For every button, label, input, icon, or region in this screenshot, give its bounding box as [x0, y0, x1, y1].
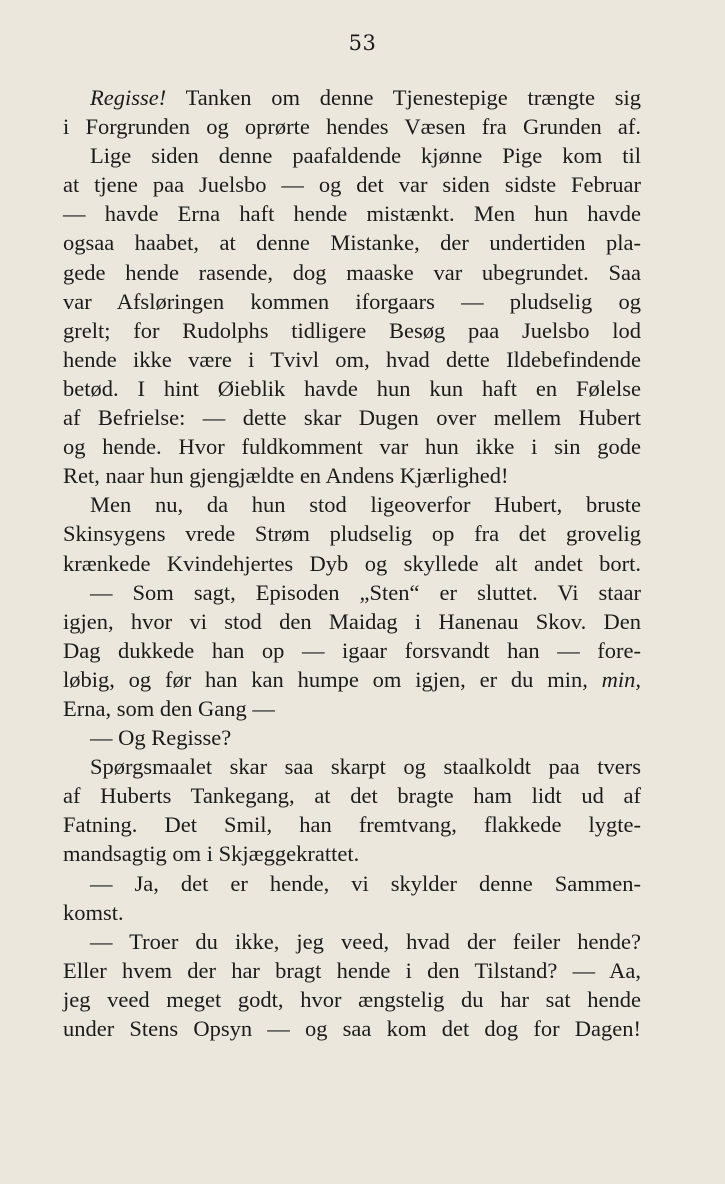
text-line — [63, 1014, 641, 1043]
italic-text: Regisse! — [90, 85, 167, 110]
text-run: grelt; for Rudolphs tidligere Besøg paa Juelsbo lod — [63, 317, 641, 343]
text-line — [63, 810, 641, 839]
text-run: Fatning. Det Smil, han fremtvang, flakkede lygte- — [63, 812, 641, 838]
text-line — [63, 287, 641, 316]
text-run: under Stens Opsyn — og saa kom det dog for Dagen! — [63, 1016, 641, 1041]
text-line — [63, 839, 641, 868]
text-run: betød. I hint Øieblik havde hun kun haft en Følelse — [63, 375, 641, 401]
text-run: mandsagtig om i Skjæggekrattet. — [63, 841, 360, 867]
text-run: var Afsløringen kommen iforgaars — pludselig og — [63, 288, 641, 314]
text-run: af Befrielse: — dette skar Dugen over mellem Hubert — [63, 405, 641, 431]
text-run: løbig, og før han kan humpe om igjen, er du min, — [63, 666, 602, 692]
text-run: hende ikke være i Tvivl om, hvad dette Ildebefindende — [63, 346, 641, 372]
text-run: igjen, hvor vi stod den Maidag i Hanenau Skov. Den — [63, 608, 641, 634]
text-run: krænkede Kvindehjertes Dyb og skyllede alt andet bort. — [63, 550, 641, 576]
text-line — [63, 723, 641, 752]
text-run: — Troer du ikke, jeg veed, hvad der feiler hende? — [90, 928, 641, 954]
text-line — [63, 258, 641, 287]
text-run: Spørgsmaalet skar saa skarpt og staalkoldt paa tvers — [90, 754, 641, 780]
text-run: i Forgrunden og oprørte hendes Væsen fra Grunden af. — [63, 114, 641, 140]
text-line — [63, 170, 641, 199]
text-line — [63, 112, 641, 141]
text-line — [63, 549, 641, 578]
text-run: Dag dukkede han op — igaar forsvandt han — fore- — [63, 637, 641, 663]
text-run: Erna, som den Gang — — [63, 695, 275, 721]
text-run: Tanken om denne Tjenestepige trængte sig — [166, 85, 641, 110]
text-run: ogsaa haabet, at denne Mistanke, der undertiden pla- — [63, 230, 641, 256]
text-line — [63, 607, 641, 636]
page-number: 53 — [348, 31, 377, 55]
text-line — [63, 199, 641, 228]
text-line — [63, 228, 641, 257]
text-run: Ret, naar hun gjengjældte en Andens Kjærlighed! — [63, 463, 509, 489]
text-run: — havde Erna haft hende mistænkt. Men hun havde — [63, 201, 641, 227]
text-line — [63, 519, 641, 548]
text-run: at tjene paa Juelsbo — og det var siden sidste Februar — [63, 172, 641, 198]
text-run: af Huberts Tankegang, at det bragte ham lidt ud af — [63, 783, 641, 809]
text-line — [63, 578, 641, 607]
text-line — [63, 374, 641, 403]
text-run: Lige siden denne paafaldende kjønne Pige kom til — [90, 143, 641, 169]
text-line — [63, 141, 641, 170]
text-line — [63, 694, 641, 723]
text-run: gede hende rasende, dog maaske var ubegrundet. Saa — [63, 259, 641, 285]
text-line — [63, 490, 641, 519]
text-line — [63, 752, 641, 781]
text-run: komst. — [63, 899, 124, 925]
text-line — [63, 83, 641, 112]
text-run: og hende. Hvor fuldkomment var hun ikke i sin gode — [63, 434, 641, 460]
text-run: — Og Regisse? — [90, 725, 232, 751]
text-line — [63, 316, 641, 345]
text-line — [63, 781, 641, 810]
text-line — [63, 403, 641, 432]
text-run: — Som sagt, Episoden „Sten“ er sluttet. Vi staar — [90, 579, 641, 605]
italic-text: min, — [601, 666, 641, 692]
text-line — [63, 898, 641, 927]
body-text — [63, 83, 641, 1043]
text-line — [63, 985, 641, 1014]
text-run: Men nu, da hun stod ligeoverfor Hubert, bruste — [90, 492, 641, 518]
text-run: — Ja, det er hende, vi skylder denne Sammen- — [90, 870, 641, 896]
text-line — [63, 636, 641, 665]
text-run: jeg veed meget godt, hvor ængstelig du har sat hende — [63, 986, 641, 1012]
text-line — [63, 432, 641, 461]
text-run: Eller hvem der har bragt hende i den Tilstand? — Aa, — [63, 957, 641, 983]
text-line — [63, 461, 641, 490]
text-run: Skinsygens vrede Strøm pludselig op fra det grovelig — [63, 521, 641, 547]
text-line — [63, 956, 641, 985]
text-line — [63, 345, 641, 374]
text-line — [63, 869, 641, 898]
text-line — [63, 927, 641, 956]
text-line — [63, 665, 641, 694]
